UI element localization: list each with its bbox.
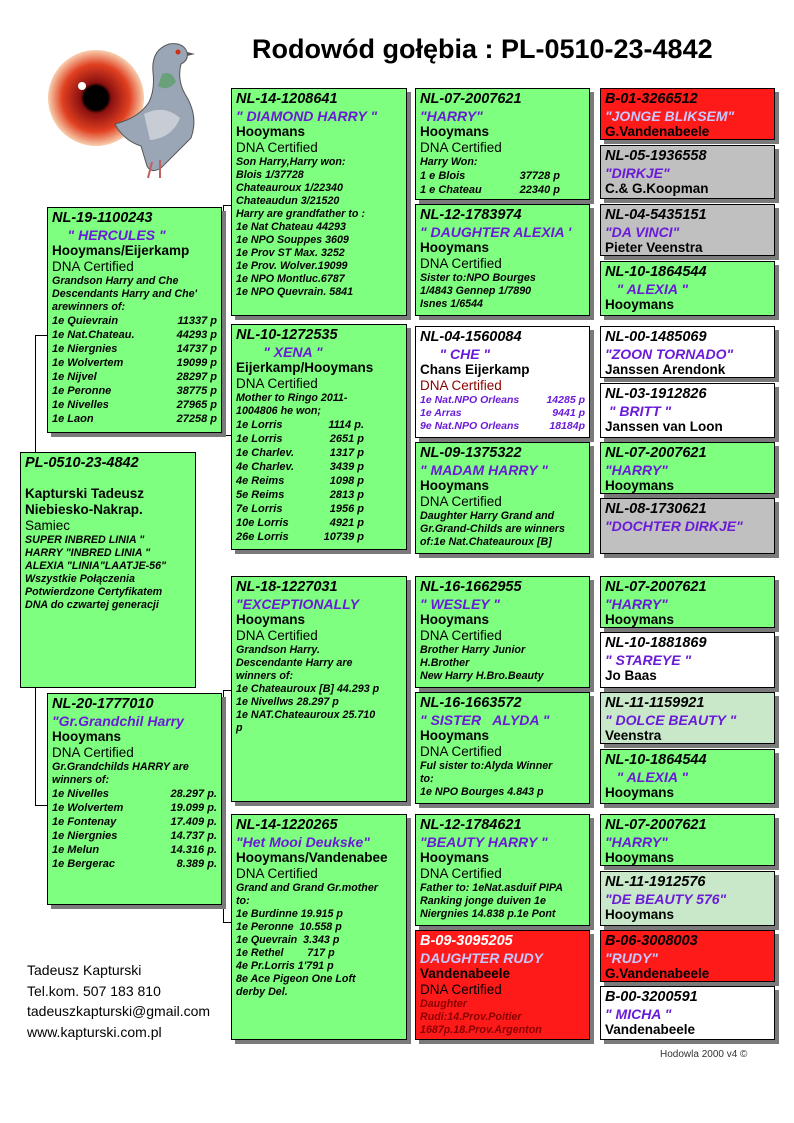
info-line: winners of: — [236, 670, 294, 682]
gggp-card — [600, 632, 775, 688]
owner: Hooymans — [605, 478, 675, 493]
info-line: Grandson Harry and Che — [52, 275, 179, 287]
info-line: Mother to Ringo 2011- — [236, 392, 348, 404]
info-line: Brother Harry Junior — [420, 644, 526, 656]
owner: Hooymans — [605, 297, 675, 312]
ring-number: NL-07-2007621 — [420, 91, 522, 107]
owner: Janssen Arendonk — [605, 362, 726, 377]
dna-status: DNA Certified — [52, 745, 134, 760]
ring-number: NL-14-1220265 — [236, 817, 338, 833]
connector — [223, 690, 231, 691]
pigeon-name: DAUGHTER RUDY — [420, 950, 543, 966]
pigeon-name: "HARRY" — [605, 834, 668, 850]
result-row: 7e Lorris 1956 p — [236, 503, 364, 515]
info-line: 1e Rethel 717 p — [236, 947, 335, 959]
pigeon-name: "DA VINCI" — [605, 224, 680, 240]
dna-status: DNA Certified — [52, 259, 134, 274]
website-link[interactable]: www.kapturski.com.pl — [27, 1023, 162, 1040]
pigeon-name: " SISTER ALYDA " — [420, 712, 550, 728]
ggp-card-fmf — [415, 326, 590, 438]
pigeon-name: " DOLCE BEAUTY " — [605, 712, 737, 728]
ring-number: B-00-3200591 — [605, 989, 698, 1005]
pigeon-name: " DIAMOND HARRY " — [236, 108, 378, 124]
owner: Pieter Veenstra — [605, 240, 703, 255]
pigeon-name: "HARRY" — [605, 462, 668, 478]
breeder-name: Tadeusz Kapturski — [27, 962, 142, 978]
info-line: Descendante Harry are — [236, 657, 353, 669]
dna-status: DNA Certified — [420, 628, 502, 643]
result-row: 1 e Blois 37728 p — [420, 170, 560, 182]
gggp-card — [600, 871, 775, 926]
mother-card — [47, 693, 222, 905]
pigeon-name: " DAUGHTER ALEXIA ' — [420, 224, 572, 240]
pigeon-name: " STAREYE " — [605, 652, 692, 668]
info-line: 4e Pr.Lorris 1'791 p — [236, 960, 334, 972]
owner: Eijerkamp/Hooymans — [236, 360, 374, 375]
owner: Hooymans — [236, 612, 306, 627]
owner: Hooymans — [52, 729, 122, 744]
info-line: to: — [236, 895, 250, 907]
result-row: 1e Peronne 38775 p — [52, 385, 217, 397]
dna-status: DNA Certified — [420, 494, 502, 509]
ring-number: NL-04-1560084 — [420, 329, 522, 345]
dna-status: DNA Certified — [420, 140, 502, 155]
info-line: H.Brother — [420, 657, 470, 669]
ring-number: NL-10-1272535 — [236, 327, 338, 343]
result-row: 1e Niergnies 14.737 p. — [52, 830, 217, 842]
info-line: Harry are grandfather to : — [236, 208, 365, 220]
connector — [223, 690, 224, 922]
result-row: 1e Nivelles 28.297 p. — [52, 788, 217, 800]
result-row: 26e Lorris 10739 p — [236, 531, 364, 543]
info-line: derby Del. — [236, 986, 288, 998]
info-line: 1e Nivellws 28.297 p — [236, 696, 339, 708]
pigeon-eye-logo — [44, 34, 204, 184]
result-row: 1e Laon 27258 p — [52, 413, 217, 425]
info-line: Isnes 1/6544 — [420, 298, 483, 310]
info-line: 1e NPO Bourges 4.843 p — [420, 786, 544, 798]
ggp-card-fff — [415, 88, 590, 200]
ring-number: PL-0510-23-4842 — [25, 455, 139, 471]
gggp-card — [600, 145, 775, 199]
connector — [223, 205, 231, 206]
pigeon-name: " CHE " — [420, 346, 491, 362]
owner: Vandenabeele — [420, 966, 511, 981]
ring-number: NL-12-1783974 — [420, 207, 522, 223]
result-row: 1e Quievrain 11337 p — [52, 315, 217, 327]
result-row: 9e Nat.NPO Orleans 18184p — [420, 420, 585, 432]
result-row: 1e Fontenay 17.409 p. — [52, 816, 217, 828]
info-line: 1004806 he won; — [236, 405, 321, 417]
description-line: SUPER INBRED LINIA " — [25, 534, 145, 546]
result-row: 1e Wolvertem 19.099 p. — [52, 802, 217, 814]
email-link[interactable]: tadeuszkapturski@gmail.com — [27, 1003, 211, 1019]
gggp-card — [600, 88, 775, 140]
ring-number: NL-10-1864544 — [605, 264, 707, 280]
ring-number: NL-11-1912576 — [605, 874, 706, 890]
owner: Hooymans — [420, 240, 490, 255]
contact-block — [27, 960, 210, 1042]
gggp-card — [600, 749, 775, 804]
pigeon-name: "DIRKJE" — [605, 165, 670, 181]
ggp-card-mmf — [415, 814, 590, 926]
phone: Tel.kom. 507 183 810 — [27, 982, 161, 999]
ring-number: NL-12-1784621 — [420, 817, 522, 833]
result-row: 1e Lorris 2651 p — [236, 433, 364, 445]
pigeon-name: "BEAUTY HARRY " — [420, 834, 548, 850]
pigeon-name: "HARRY" — [420, 108, 483, 124]
owner: Jo Baas — [605, 668, 657, 683]
connector — [35, 335, 36, 453]
ggp-card-ffm — [415, 204, 590, 316]
info-line: 1e Chateauroux [B] 44.293 p — [236, 683, 380, 695]
connector — [409, 375, 410, 490]
info-line: Descendants Harry and Che' — [52, 288, 198, 300]
ring-number: NL-11-1159921 — [605, 695, 705, 711]
result-row: 1e Wolvertem 19099 p — [52, 357, 217, 369]
dna-status: DNA Certified — [420, 982, 502, 997]
result-row: 1 e Chateau 22340 p — [420, 184, 560, 196]
dna-status: DNA Certified — [236, 866, 318, 881]
info-line: 1e Nat Chateau 44293 — [236, 221, 346, 233]
info-line: Daughter Harry Grand and — [420, 510, 555, 522]
owner: Hooymans — [236, 124, 306, 139]
connector — [223, 435, 231, 436]
info-line: Rudi:14.Prov.Poitier — [420, 1011, 522, 1023]
info-line: Son Harry,Harry won: — [236, 156, 346, 168]
ring-number: NL-10-1864544 — [605, 752, 707, 768]
owner: Vandenabeele — [605, 1022, 696, 1037]
info-line: Gr.Grandchilds HARRY are — [52, 761, 189, 773]
owner: Hooymans — [420, 124, 490, 139]
ring-number: NL-00-1485069 — [605, 329, 707, 345]
info-line: 1e Prov ST Max. 3252 — [236, 247, 345, 259]
ring-number: NL-20-1777010 — [52, 696, 154, 712]
result-row: 1e Lorris 1114 p. — [236, 419, 364, 431]
info-line: Daughter — [420, 998, 467, 1010]
result-row: 1e Charlev. 1317 p — [236, 447, 364, 459]
dna-status: DNA Certified — [236, 376, 318, 391]
gggp-card — [600, 383, 775, 438]
ring-number: NL-04-5435151 — [605, 207, 707, 223]
result-row: 1e Nivelles 27965 p — [52, 399, 217, 411]
info-line: Ful sister to:Alyda Winner — [420, 760, 553, 772]
dna-status: DNA Certified — [420, 744, 502, 759]
ring-number: NL-10-1881869 — [605, 635, 707, 651]
dna-status: DNA Certified — [420, 866, 502, 881]
info-line: 1e NAT.Chateauroux 25.710 — [236, 709, 376, 721]
info-line: 1e NPO Montluc.6787 — [236, 273, 345, 285]
description-line: ALEXIA "LINIA"LAATJE-56" — [25, 560, 167, 572]
pigeon-name: "Het Mooi Deukske" — [236, 834, 370, 850]
connector — [35, 688, 36, 805]
owner: Hooymans/Eijerkamp — [52, 243, 190, 258]
pigeon-name: "HARRY" — [605, 596, 668, 612]
owner: C.& G.Koopman — [605, 181, 709, 196]
father-card — [47, 207, 222, 433]
info-line: Blois 1/37728 — [236, 169, 304, 181]
info-line: New Harry H.Bro.Beauty — [420, 670, 544, 682]
info-line: p — [236, 722, 243, 734]
result-row: 1e Bergerac 8.389 p. — [52, 858, 217, 870]
info-line: of:1e Nat.Chateauroux [B] — [420, 536, 552, 548]
info-line: Sister to:NPO Bourges — [420, 272, 536, 284]
description-line: DNA do czwartej generacji — [25, 599, 159, 611]
owner: Hooymans — [420, 850, 490, 865]
connector — [223, 922, 231, 923]
result-row: 1e Niergnies 14737 p — [52, 343, 217, 355]
description-line: Wszystkie Połączenia — [25, 573, 135, 585]
owner: Hooymans/Vandenabee — [236, 850, 388, 865]
gggp-card — [600, 204, 775, 256]
pigeon-name: "DE BEAUTY 576" — [605, 891, 727, 907]
pigeon-name: "JONGE BLIKSEM" — [605, 108, 735, 124]
description-line: Potwierdzone Certyfikatem — [25, 586, 163, 598]
pigeon-name: " BRITT " — [605, 403, 672, 419]
dna-status: DNA Certified — [236, 140, 318, 155]
info-line: Father to: 1eNat.asduif PIPA — [420, 882, 563, 894]
result-row: 4e Reims 1098 p — [236, 475, 364, 487]
ggp-card-mff — [415, 576, 590, 688]
owner: Hooymans — [420, 728, 490, 743]
gggp-card — [600, 261, 775, 316]
info-line: 1e NPO Quevrain. 5841 — [236, 286, 354, 298]
pigeon-name: "DOCHTER DIRKJE" — [605, 518, 743, 534]
connector — [409, 630, 410, 745]
ring-number: B-09-3095205 — [420, 933, 513, 949]
gggp-card — [600, 442, 775, 494]
gggp-card — [600, 814, 775, 866]
owner: Hooymans — [605, 907, 675, 922]
owner: Hooymans — [605, 785, 675, 800]
ring-number: B-01-3266512 — [605, 91, 698, 107]
owner: Hooymans — [420, 478, 490, 493]
info-line: to: — [420, 773, 434, 785]
info-line: 1e Burdinne 19.915 p — [236, 908, 343, 920]
info-line: Gr.Grand-Childs are winners — [420, 523, 565, 535]
owner: Janssen van Loon — [605, 419, 723, 434]
info-line: Grandson Harry. — [236, 644, 320, 656]
ring-number: NL-07-2007621 — [605, 445, 707, 461]
gggp-card — [600, 930, 775, 982]
info-line: winners of: — [52, 774, 110, 786]
result-row: 1e Melun 14.316 p. — [52, 844, 217, 856]
owner: Chans Eijerkamp — [420, 362, 530, 377]
pigeon-name: " ALEXIA " — [605, 281, 689, 297]
page-title: Rodowód gołębia : PL-0510-23-4842 — [252, 34, 713, 64]
result-row: 1e Nat.Chateau. 44293 p — [52, 329, 217, 341]
dna-status: DNA Certified — [420, 378, 502, 393]
result-row: 5e Reims 2813 p — [236, 489, 364, 501]
connector — [223, 205, 224, 435]
result-row: 10e Lorris 4921 p — [236, 517, 364, 529]
ring-number: NL-09-1375322 — [420, 445, 522, 461]
gggp-card — [600, 498, 775, 554]
owner: Hooymans — [605, 850, 675, 865]
ring-number: NL-16-1663572 — [420, 695, 522, 711]
ring-number: NL-07-2007621 — [605, 817, 707, 833]
connector — [409, 145, 410, 260]
ring-number: B-06-3008003 — [605, 933, 698, 949]
gggp-card — [600, 326, 775, 378]
info-line: Harry Won: — [420, 156, 478, 168]
dna-status: DNA Certified — [420, 256, 502, 271]
pigeon-name: "RUDY" — [605, 950, 658, 966]
ring-number: NL-07-2007621 — [605, 579, 707, 595]
result-row: 1e Nat.NPO Orleans 14285 p — [420, 394, 585, 406]
pigeon-name: " ALEXIA " — [605, 769, 689, 785]
result-row: 1e Arras 9441 p — [420, 407, 585, 419]
ring-number: NL-03-1912826 — [605, 386, 707, 402]
ring-number: NL-19-1100243 — [52, 210, 153, 226]
info-line: Chateaudun 3/21520 — [236, 195, 340, 207]
info-line: Chateauroux 1/22340 — [236, 182, 343, 194]
info-line: 1e Prov. Wolver.19099 — [236, 260, 348, 272]
pigeon-name: " WESLEY " — [420, 596, 500, 612]
grandparent-card-mm — [231, 814, 407, 1040]
gggp-card — [600, 576, 775, 628]
ring-number: NL-08-1730621 — [605, 501, 707, 517]
gggp-card — [600, 692, 775, 744]
ring-number: NL-18-1227031 — [236, 579, 338, 595]
ring-number: NL-16-1662955 — [420, 579, 522, 595]
dna-status: DNA Certified — [236, 628, 318, 643]
info-line: Grand and Grand Gr.mother — [236, 882, 378, 894]
owner: Hooymans — [605, 612, 675, 627]
pigeon-name: " MICHA " — [605, 1006, 672, 1022]
ggp-card-mfm — [415, 692, 590, 804]
grandparent-card-ff — [231, 88, 407, 316]
pigeon-name: "Gr.Grandchil Harry — [52, 713, 184, 729]
pigeon-name: "EXCEPTIONALLY — [236, 596, 360, 612]
info-line: 1e Quevrain 3.343 p — [236, 934, 340, 946]
connector — [409, 860, 410, 975]
result-row: 4e Charlev. 3439 p — [236, 461, 364, 473]
ggp-card-mmm — [415, 930, 590, 1040]
owner: Kapturski Tadeusz — [25, 486, 145, 501]
grandparent-card-fm — [231, 324, 407, 550]
description-line: HARRY "INBRED LINIA " — [25, 547, 151, 559]
sex: Samiec — [25, 518, 71, 533]
ring-number: NL-05-1936558 — [605, 148, 707, 164]
info-line: arewinners of: — [52, 301, 126, 313]
pigeon-name: " HERCULES " — [52, 227, 166, 243]
owner: Veenstra — [605, 728, 662, 743]
footer-text: Hodowla 2000 v4 © — [660, 1049, 748, 1060]
info-line: 1/4843 Gennep 1/7890 — [420, 285, 532, 297]
main-pigeon-card — [20, 452, 196, 688]
pigeon-name: "ZOON TORNADO" — [605, 346, 734, 362]
pigeon-name: " MADAM HARRY " — [420, 462, 548, 478]
info-line: 8e Ace Pigeon One Loft — [236, 973, 356, 985]
info-line: Niergnies 14.838 p.1e Pont — [420, 908, 556, 920]
color: Niebiesko-Nakrap. — [25, 502, 143, 517]
owner: Hooymans — [420, 612, 490, 627]
info-line: 1e NPO Souppes 3609 — [236, 234, 349, 246]
info-line: Ranking jonge duiven 1e — [420, 895, 546, 907]
info-line: 1e Peronne 10.558 p — [236, 921, 342, 933]
result-row: 1e Nijvel 28297 p — [52, 371, 217, 383]
owner: G.Vandenabeele — [605, 966, 710, 981]
grandparent-card-mf — [231, 576, 407, 802]
ring-number: NL-14-1208641 — [236, 91, 338, 107]
owner: G.Vandenabeele — [605, 124, 710, 139]
gggp-card — [600, 986, 775, 1040]
info-line: 1687p.18.Prov.Argenton — [420, 1024, 542, 1036]
ggp-card-fmm — [415, 442, 590, 554]
pigeon-name: " XENA " — [236, 344, 323, 360]
